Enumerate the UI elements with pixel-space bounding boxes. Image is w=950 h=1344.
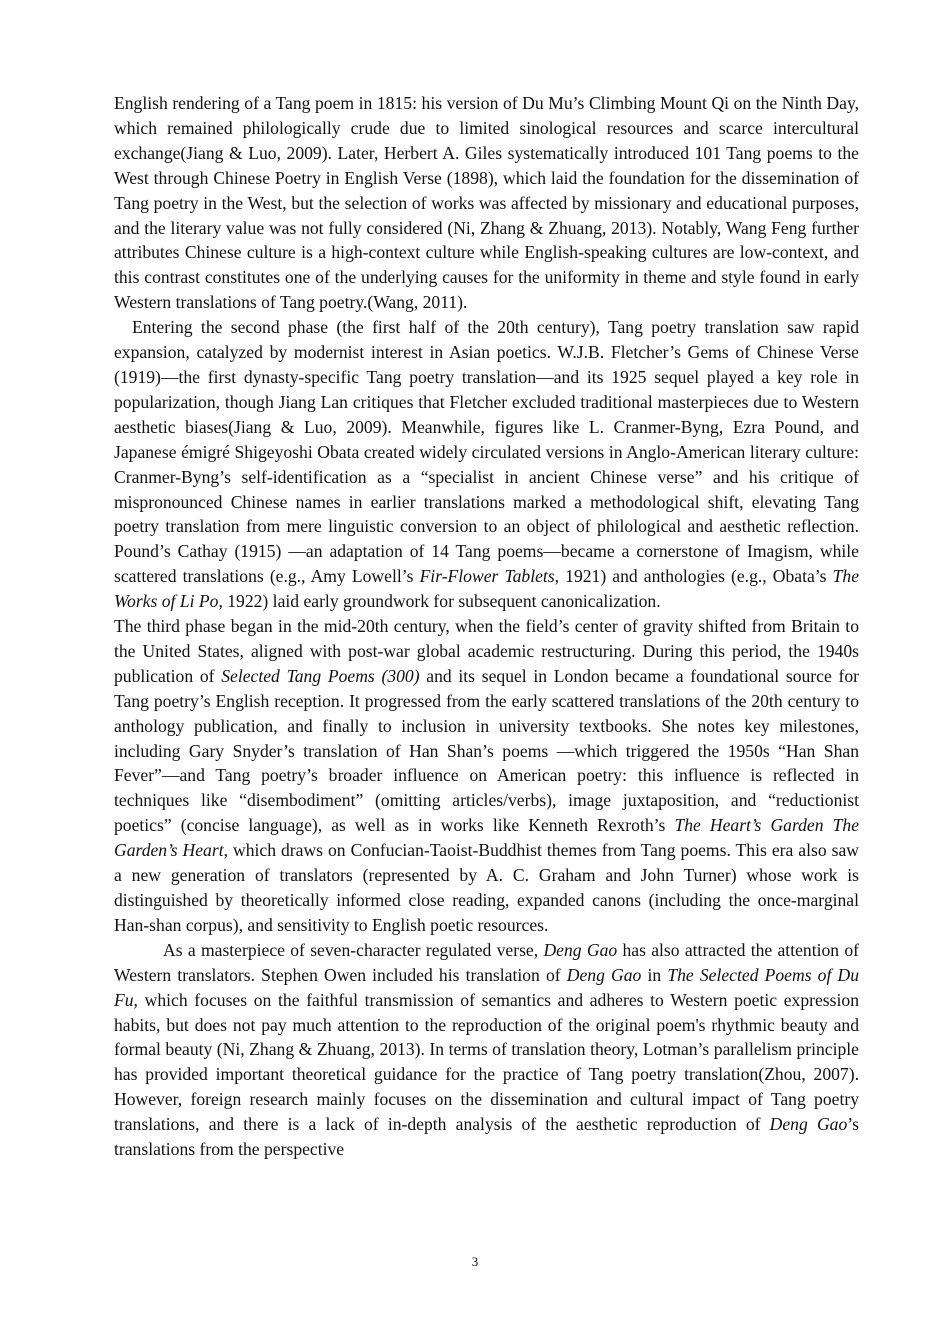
paragraph-third-phase: [114, 614, 859, 938]
text-run: The third phase began in the mid-20th century, when the field’s center of gravity shifted from Britain to the United States, aligned with post-war global academic restructuring. During this period, the 1940s publication of: [114, 616, 859, 686]
book-title: The Works of Li Po: [114, 566, 859, 612]
text-run: ’s translations from the perspective: [114, 1114, 859, 1160]
text-run: which focuses on the faithful transmission of semantics and adheres to Western poetic expression habits, but does not pay much attention to the reproduction of the original poem's rhythmic beauty and formal beauty (Ni, Zhang & Zhuang, 2013). In terms of translation theory, Lotman’s parallelism principle has provided important theoretical guidance for the practice of Tang poetry translation(Zhou, 2007). However, foreign research mainly focuses on the dissemination and cultural impact of Tang poetry translations, and there is a lack of in-depth analysis of the aesthetic reproduction of: [114, 989, 859, 1135]
book-title: Fir-Flower Tablets: [419, 566, 555, 587]
book-title: Selected Tang Poems (300): [221, 665, 420, 686]
text-run: Entering the second phase (the first half of the 20th century), Tang poetry translation saw rapid expansion, catalyzed by modernist interest in Asian poetics. W.J.B. Fletcher’s Gems of Chinese Verse (1919)—the first dynasty-specific Tang poetry translation—and its 1925 sequel played a key role in popularization, though Jiang Lan critiques that Fletcher excluded traditional masterpieces due to Western aesthetic biases(Jiang & Luo, 2009). Meanwhile, figures like L. Cranmer-Byng, Ezra Pound, and Japanese émigré Shigeyoshi Obata created widely circulated versions in Anglo-American literary culture: Cranmer-Byng’s self-identification as a “specialist in ancient Chinese verse” and his critique of mispronounced Chinese names in earlier translations marked a methodological shift, elevating Tang poetry translation from mere linguistic conversion to an object of philological and aesthetic reflection. Pound’s Cathay (1915) —an adaptation of 14 Tang poems—became a cornerstone of Imagism, while scattered translations (e.g., Amy Lowell’s: [114, 317, 859, 587]
text-run: English rendering of a Tang poem in 1815: his version of Du Mu’s Climbing Mount Qi on the Ninth Day, which remained philologically crude due to limited sinological resources and scarce intercultural exchange(Jiang & Luo, 2009). Later, Herbert A. Giles systematically introduced 101 Tang poems to the West through Chinese Poetry in English Verse (1898), which laid the foundation for the dissemination of Tang poetry in the West, but the selection of works was affected by missionary and educational purposes, and the literary value was not fully considered (Ni, Zhang & Zhuang, 2013). Notably, Wang Feng further attributes Chinese culture is a high-context culture while English-speaking cultures are low-context, and this contrast constitutes one of the underlying causes for the uniformity in theme and style found in early Western translations of Tang poetry.(Wang, 2011).: [114, 93, 859, 313]
document-body: [114, 91, 859, 1162]
text-run: , which draws on Confucian-Taoist-Buddhist themes from Tang poems. This era also saw a new generation of translators (represented by A. C. Graham and John Turner) whose work is distinguished by theoretically informed close reading, expanded canons (including the once-marginal Han-shan corpus), and sensitivity to English poetic resources.: [114, 840, 859, 935]
text-run: and its sequel in London became a foundational source for Tang poetry’s English reception. It progressed from the early scattered translations of the 20th century to anthology publication, and finally to inclusion in university textbooks. She notes key milestones, including Gary Snyder’s translation of Han Shan’s poems —which triggered the 1950s “Han Shan Fever”—and Tang poetry’s broader influence on American poetry: this influence is reflected in techniques like “disembodiment” (omitting articles/verbs), image juxtaposition, and “reductionist poetics” (concise language), as well as in works like Kenneth Rexroth’s: [114, 665, 859, 836]
paragraph-first-phase: [114, 91, 859, 315]
text-run: has also attracted the attention of Western translators. Stephen Owen included his translation of: [114, 939, 860, 985]
book-title: The Selected Poems of Du Fu,: [114, 964, 860, 1010]
text-run: in: [641, 964, 668, 985]
paragraph-second-phase: [114, 315, 859, 614]
poem-title: Deng Gao: [543, 939, 618, 960]
text-run: As a masterpiece of seven-character regulated verse,: [163, 939, 544, 960]
text-run: , 1922) laid early groundwork for subsequent canonicalization.: [218, 591, 661, 612]
paragraph-deng-gao: [114, 938, 859, 1162]
poem-title: Deng Gao: [769, 1114, 848, 1135]
page-number: 3: [471, 1254, 479, 1269]
poem-title: Deng Gao: [566, 964, 642, 985]
book-title: The Heart’s Garden The Garden’s Heart: [114, 815, 859, 861]
text-run: , 1921) and anthologies (e.g., Obata’s: [554, 566, 833, 587]
